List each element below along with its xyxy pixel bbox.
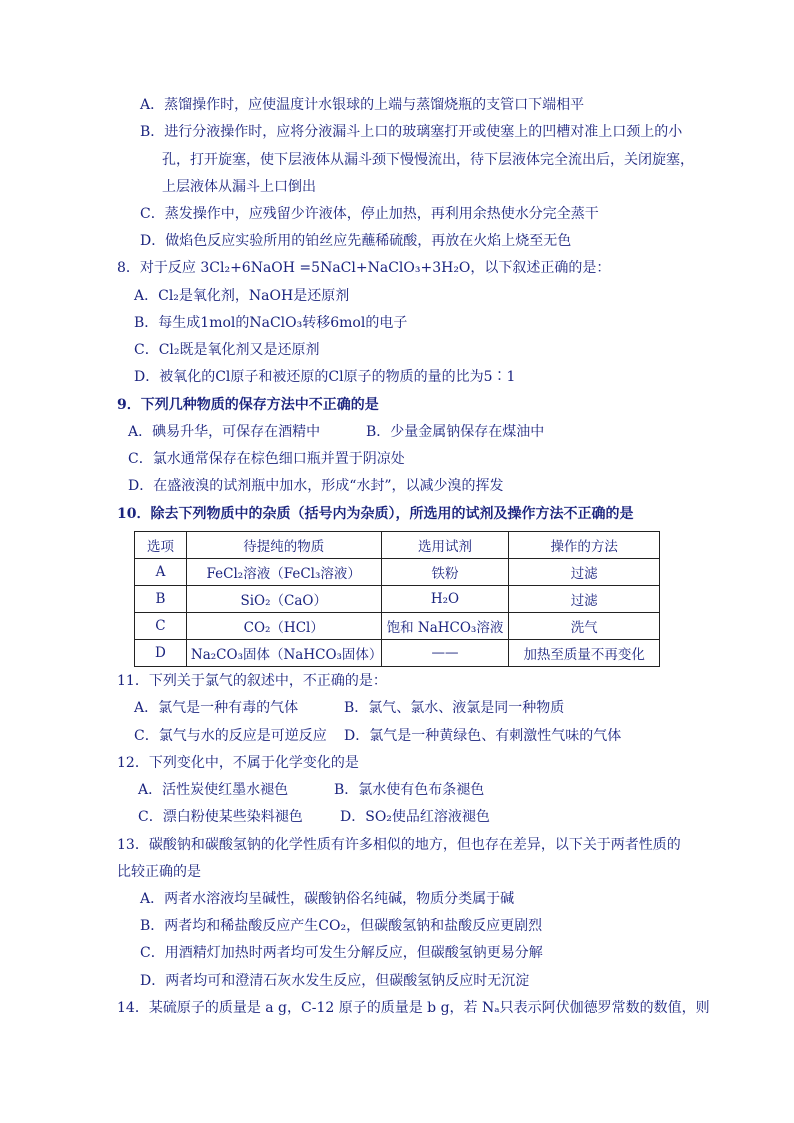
q10-stem: 10．除去下列物质中的杂质（括号内为杂质），所选用的试剂及操作方法不正确的是	[117, 506, 634, 522]
q11-option-d: D．氯气是一种黄绿色、有刺激性气味的气体	[344, 728, 622, 744]
q12-option-a: A．活性炭使红墨水褪色	[138, 782, 289, 798]
table-header-cell: 选用试剂	[381, 532, 509, 559]
q9-stem: 9．下列几种物质的保存方法中不正确的是	[117, 397, 379, 413]
table-cell: 饱和 NaHCO₃溶液	[381, 613, 509, 640]
table-cell: CO₂（HCl）	[186, 613, 381, 640]
table-row	[135, 559, 660, 586]
q7-option-b-line3: 上层液体从漏斗上口倒出	[162, 179, 316, 195]
table-row	[135, 613, 660, 640]
q8-option-a: A．Cl₂是氧化剂，NaOH是还原剂	[134, 288, 350, 304]
q8-option-d: D．被氧化的Cl原子和被还原的Cl原子的物质的量的比为5∶1	[134, 369, 516, 385]
table-row	[135, 586, 660, 613]
q8-option-b: B．每生成1mol的NaClO₃转移6mol的电子	[134, 315, 408, 331]
table-cell: 铁粉	[381, 559, 509, 586]
q13-option-b: B．两者均和稀盐酸反应产生CO₂，但碳酸氢钠和盐酸反应更剧烈	[140, 918, 543, 934]
table-cell: B	[135, 586, 187, 613]
q7-option-a: A．蒸馏操作时，应使温度计水银球的上端与蒸馏烧瓶的支管口下端相平	[140, 97, 585, 113]
table-cell: 过滤	[509, 586, 660, 613]
table-header-cell: 选项	[135, 532, 187, 559]
table-cell: 洗气	[509, 613, 660, 640]
table-cell: Na₂CO₃固体（NaHCO₃固体）	[186, 640, 381, 667]
q12-option-c: C．漂白粉使某些染料褪色	[138, 809, 303, 825]
q9-option-d: D．在盛液溴的试剂瓶中加水，形成“水封”，以减少溴的挥发	[128, 478, 504, 494]
table-cell: D	[135, 640, 187, 667]
table-header-cell: 待提纯的物质	[186, 532, 381, 559]
q11-stem: 11．下列关于氯气的叙述中，不正确的是：	[117, 673, 387, 689]
q13-option-d: D．两者均可和澄清石灰水发生反应，但碳酸氢钠反应时无沉淀	[140, 973, 530, 989]
q13-option-a: A．两者水溶液均呈碱性，碳酸钠俗名纯碱，物质分类属于碱	[140, 891, 515, 907]
q12-stem: 12．下列变化中，不属于化学变化的是	[117, 755, 359, 771]
q9-option-b: B．少量金属钠保存在煤油中	[366, 424, 545, 440]
q13-option-c: C．用酒精灯加热时两者均可发生分解反应，但碳酸氢钠更易分解	[140, 945, 543, 961]
table-cell: C	[135, 613, 187, 640]
q13-stem-line1: 13．碳酸钠和碳酸氢钠的化学性质有许多相似的地方，但也存在差异，以下关于两者性质的	[117, 837, 681, 853]
q12-option-d: D．SO₂使品红溶液褪色	[340, 809, 490, 825]
q7-option-d: D．做焰色反应实验所用的铂丝应先蘸稀硫酸，再放在火焰上烧至无色	[140, 233, 572, 249]
table-cell: H₂O	[381, 586, 509, 613]
q11-option-c: C．氯气与水的反应是可逆反应	[134, 728, 327, 744]
table-header-row	[135, 532, 660, 559]
table-cell: 过滤	[509, 559, 660, 586]
table-cell: 加热至质量不再变化	[509, 640, 660, 667]
table-cell: FeCl₂溶液（FeCl₃溶液）	[186, 559, 381, 586]
table-header-cell: 操作的方法	[509, 532, 660, 559]
table-cell: ——	[381, 640, 509, 667]
q7-option-b-line1: B．进行分液操作时，应将分液漏斗上口的玻璃塞打开或使塞上的凹槽对准上口颈上的小	[140, 124, 683, 140]
q9-option-c: C．氯水通常保存在棕色细口瓶并置于阴凉处	[128, 451, 405, 467]
q13-stem-line2: 比较正确的是	[117, 864, 201, 880]
q8-stem: 8．对于反应 3Cl₂+6NaOH =5NaCl+NaClO₃+3H₂O，以下叙述正确的是：	[117, 260, 611, 276]
q8-option-c: C．Cl₂既是氧化剂又是还原剂	[134, 342, 320, 358]
table-row	[135, 640, 660, 667]
q10-table	[134, 531, 660, 667]
table-cell: SiO₂（CaO）	[186, 586, 381, 613]
q14-stem: 14．某硫原子的质量是 a g，C-12 原子的质量是 b g，若 Nₐ只表示阿伏伽德罗常数的数值，则	[117, 1000, 710, 1016]
q11-option-a: A．氯气是一种有毒的气体	[134, 700, 299, 716]
q9-option-a: A．碘易升华，可保存在酒精中	[128, 424, 321, 440]
q12-option-b: B．氯水使有色布条褪色	[334, 782, 485, 798]
q7-option-c: C．蒸发操作中，应残留少许液体，停止加热，再利用余热使水分完全蒸干	[140, 206, 599, 222]
table-cell: A	[135, 559, 187, 586]
q7-option-b-line2: 孔，打开旋塞，使下层液体从漏斗颈下慢慢流出，待下层液体完全流出后，关闭旋塞，	[162, 152, 694, 168]
q11-option-b: B．氯气、氯水、液氯是同一种物质	[344, 700, 565, 716]
